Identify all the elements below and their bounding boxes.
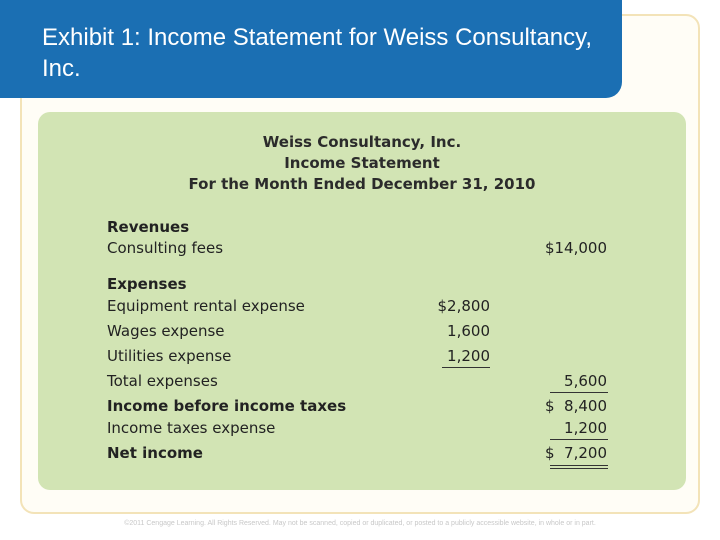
income-statement [38, 112, 686, 490]
equipment-rental-label: Equipment rental expense [107, 297, 305, 315]
income-statement-panel [38, 112, 686, 490]
utilities-label: Utilities expense [107, 347, 232, 365]
slide-header [0, 0, 622, 98]
wages-label: Wages expense [107, 322, 225, 340]
net-income-double-underline-top [550, 465, 608, 466]
total-expenses-amount: 5,600 [564, 372, 607, 390]
slide-title: Exhibit 1: Income Statement for Weiss Consultancy, Inc. [42, 24, 593, 82]
net-income-label: Net income [107, 444, 203, 462]
statement-period: For the Month Ended December 31, 2010 [188, 175, 536, 193]
income-before-taxes-amount: $ 8,400 [544, 397, 607, 415]
company-name: Weiss Consultancy, Inc. [262, 133, 462, 151]
utilities-amount: 1,200 [447, 347, 490, 365]
consulting-fees-amount: $14,000 [544, 239, 607, 257]
net-income-amount: $ 7,200 [544, 444, 607, 462]
expenses-heading: Expenses [107, 275, 187, 293]
income-taxes-amount: 1,200 [564, 419, 607, 437]
income-taxes-underline [550, 439, 608, 440]
revenues-heading: Revenues [107, 218, 190, 236]
equipment-rental-amount: $2,800 [437, 297, 490, 315]
income-before-taxes-label: Income before income taxes [107, 397, 347, 415]
consulting-fees-label: Consulting fees [107, 239, 224, 257]
subtotal-underline [442, 367, 490, 368]
total-expenses-underline [550, 392, 608, 393]
wages-amount: 1,600 [447, 322, 490, 340]
total-expenses-label: Total expenses [107, 372, 218, 390]
income-taxes-label: Income taxes expense [107, 419, 276, 437]
net-income-double-underline-bottom [550, 468, 608, 469]
statement-name: Income Statement [284, 154, 440, 172]
copyright-footer: ©2011 Cengage Learning. All Rights Reserved. May not be scanned, copied or duplicated, or posted to a publicly accessible website, in whole or in part. [124, 520, 596, 527]
